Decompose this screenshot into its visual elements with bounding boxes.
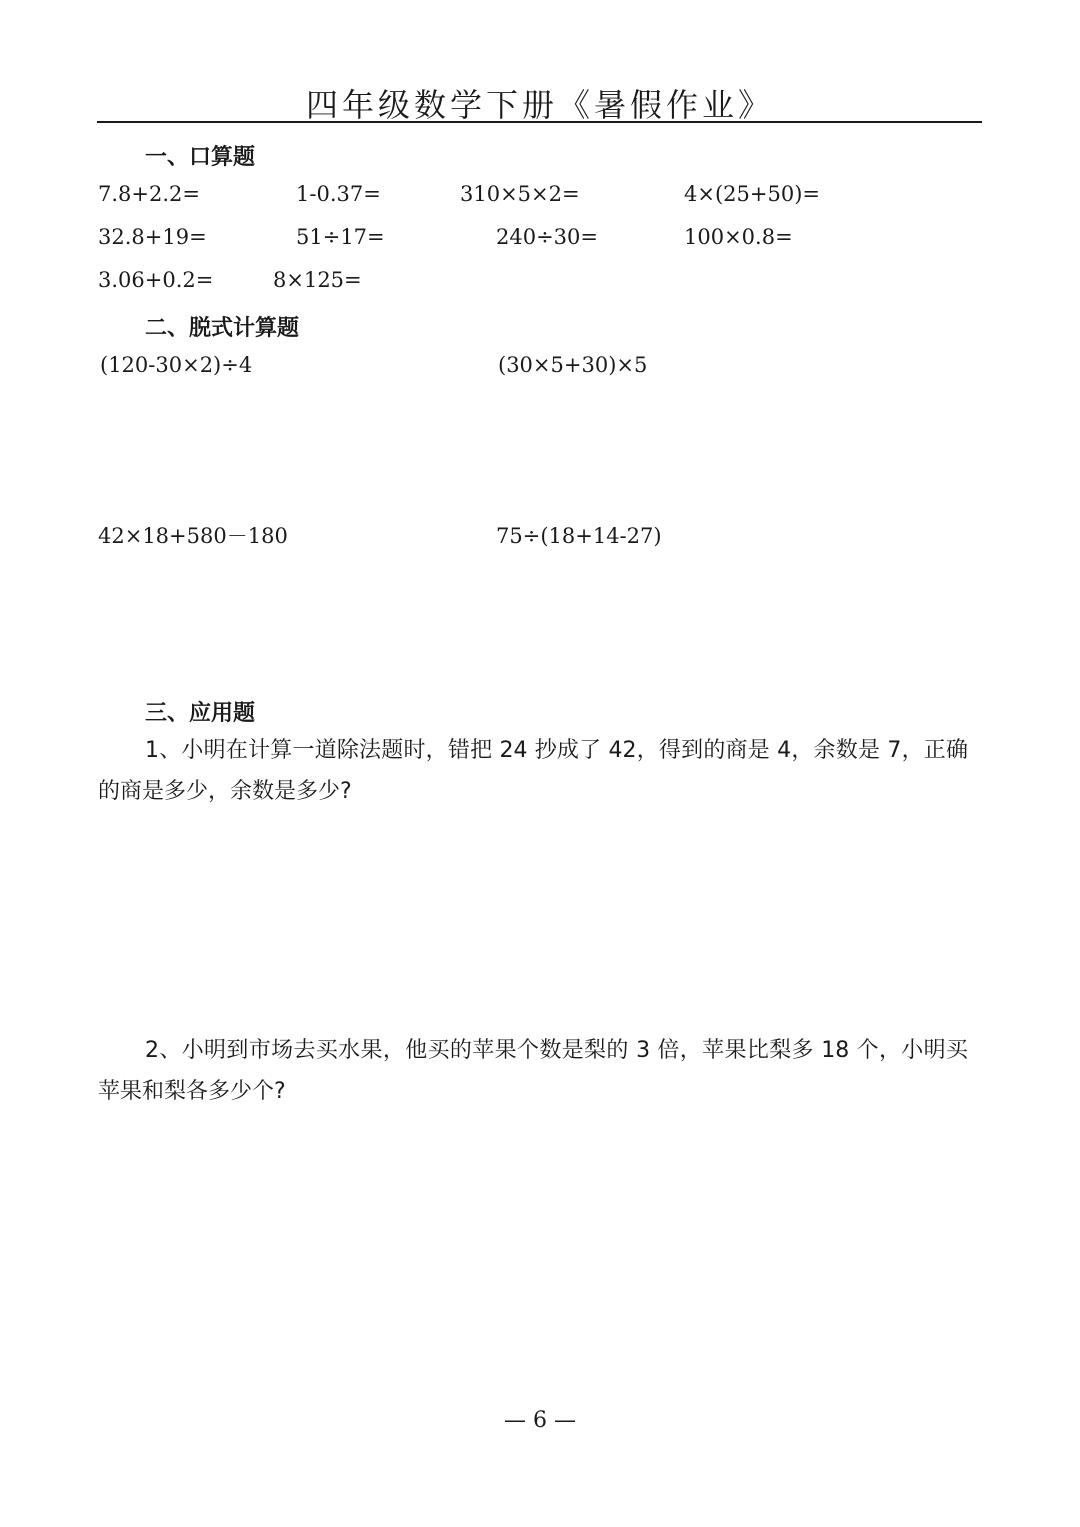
section-heading-step-calculation: 二、脱式计算题: [145, 316, 300, 341]
word-problem-1: 1、小明在计算一道除法题时，错把 24 抄成了 42，得到的商是 4，余数是 7，正确的商是多少，余数是多少?: [98, 738, 968, 804]
oral-calc-item: 240÷30=: [496, 225, 598, 249]
section-heading-word-problems: 三、应用题: [145, 701, 256, 726]
oral-calc-item: 32.8+19=: [98, 225, 207, 249]
oral-calc-item: 3.06+0.2=: [98, 268, 214, 292]
oral-calc-item: 100×0.8=: [684, 225, 793, 249]
step-calc-item: 75÷(18+14-27): [496, 524, 662, 548]
title-divider: [97, 121, 982, 123]
step-calc-item: (30×5+30)×5: [498, 353, 648, 377]
oral-calc-item: 51÷17=: [296, 225, 385, 249]
step-calc-item: 42×18+580－180: [98, 524, 288, 548]
oral-calc-item: 1-0.37=: [296, 182, 381, 206]
word-problem-2: 2、小明到市场去买水果，他买的苹果个数是梨的 3 倍，苹果比梨多 18 个，小明买苹果和梨各多少个?: [98, 1038, 968, 1104]
oral-calc-item: 8×125=: [273, 268, 362, 292]
step-calc-item: (120-30×2)÷4: [100, 353, 253, 377]
oral-calc-item: 310×5×2=: [460, 182, 580, 206]
section-heading-oral-calculation: 一、口算题: [145, 145, 256, 170]
oral-calc-item: 7.8+2.2=: [98, 182, 200, 206]
oral-calc-item: 4×(25+50)=: [684, 182, 820, 206]
page-title: 四年级数学下册《暑假作业》: [305, 86, 774, 124]
page-number: — 6 —: [504, 1408, 576, 1433]
